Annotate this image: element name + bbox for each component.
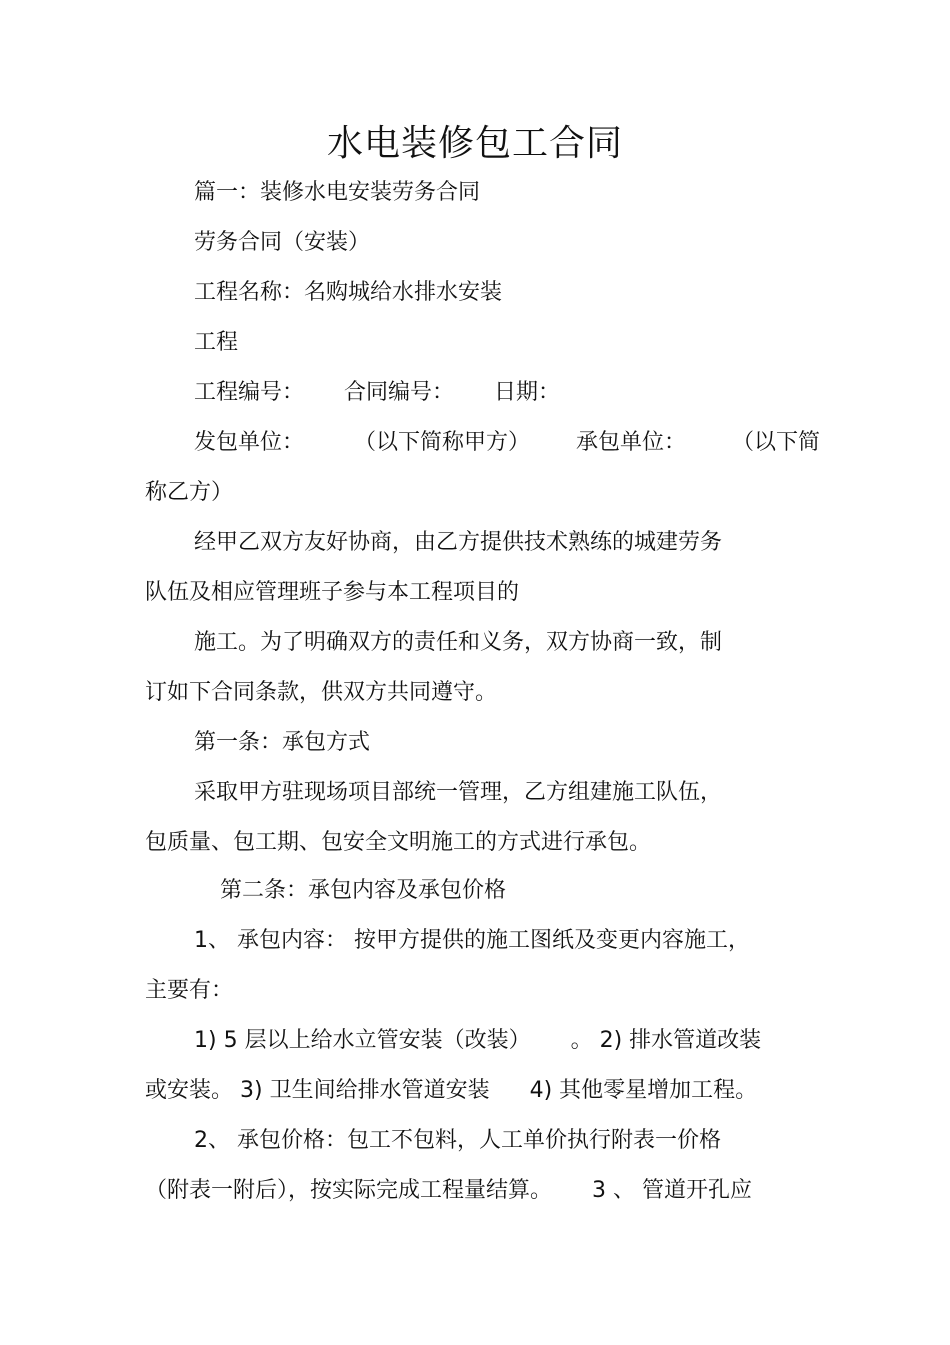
price-settlement: （附表一附后），按实际完成工程量结算。 — [145, 1178, 553, 1203]
line-parties-cont: 称乙方） — [145, 480, 234, 505]
line-article-1-body-1: 采取甲方驻现场项目部统一管理，乙方组建施工队伍， — [194, 780, 723, 805]
line-para2-2: 订如下合同条款，供双方共同遵守。 — [145, 680, 498, 705]
line-project-name-cont: 工程 — [194, 330, 239, 355]
line-section-heading: 篇一：装修水电安装劳务合同 — [194, 180, 481, 205]
line-article-1-heading: 第一条：承包方式 — [194, 730, 371, 755]
line-scope-2: 主要有： — [145, 978, 234, 1003]
project-number-label: 工程编号： — [194, 380, 305, 405]
line-parties — [194, 428, 820, 458]
scope-item-3: 或安装。 3) 卫生间给排水管道安装 — [145, 1078, 490, 1103]
line-scope-items-2 — [145, 1076, 757, 1106]
scope-item-1: 1) 5 层以上给水立管安装（改装） — [194, 1028, 531, 1053]
document-title: 水电装修包工合同 — [326, 123, 623, 164]
scope-item-2: 。 2) 排水管道改装 — [570, 1028, 762, 1053]
contractor-alias: （以下简 — [732, 430, 821, 455]
line-price-1: 2、 承包价格：包工不包料，人工单价执行附表一价格 — [194, 1128, 721, 1153]
line-project-name: 工程名称：名购城给水排水安装 — [194, 280, 503, 305]
line-price-2 — [145, 1176, 752, 1206]
line-article-2-heading: 第二条：承包内容及承包价格 — [220, 878, 507, 903]
line-para2-1: 施工。为了明确双方的责任和义务，双方协商一致，制 — [194, 630, 723, 655]
line-numbers-date — [194, 378, 560, 408]
line-article-1-body-2: 包质量、包工期、包安全文明施工的方式进行承包。 — [145, 830, 652, 855]
line-scope-1: 1、 承包内容： 按甲方提供的施工图纸及变更内容施工， — [194, 928, 750, 953]
contractor-label: 承包单位： — [576, 430, 687, 455]
line-para1-2: 队伍及相应管理班子参与本工程项目的 — [145, 580, 520, 605]
line-scope-items-1 — [194, 1026, 761, 1056]
issuer-label: 发包单位： — [194, 430, 305, 455]
pipe-drilling-clause: 3 、 管道开孔应 — [592, 1178, 752, 1203]
issuer-alias: （以下简称甲方） — [354, 430, 531, 455]
scope-item-4: 4) 其他零星增加工程。 — [529, 1078, 758, 1103]
contract-number-label: 合同编号： — [344, 380, 455, 405]
line-para1-1: 经甲乙双方友好协商，由乙方提供技术熟练的城建劳务 — [194, 530, 723, 555]
line-contract-type: 劳务合同（安装） — [194, 230, 371, 255]
date-label: 日期： — [494, 380, 561, 405]
